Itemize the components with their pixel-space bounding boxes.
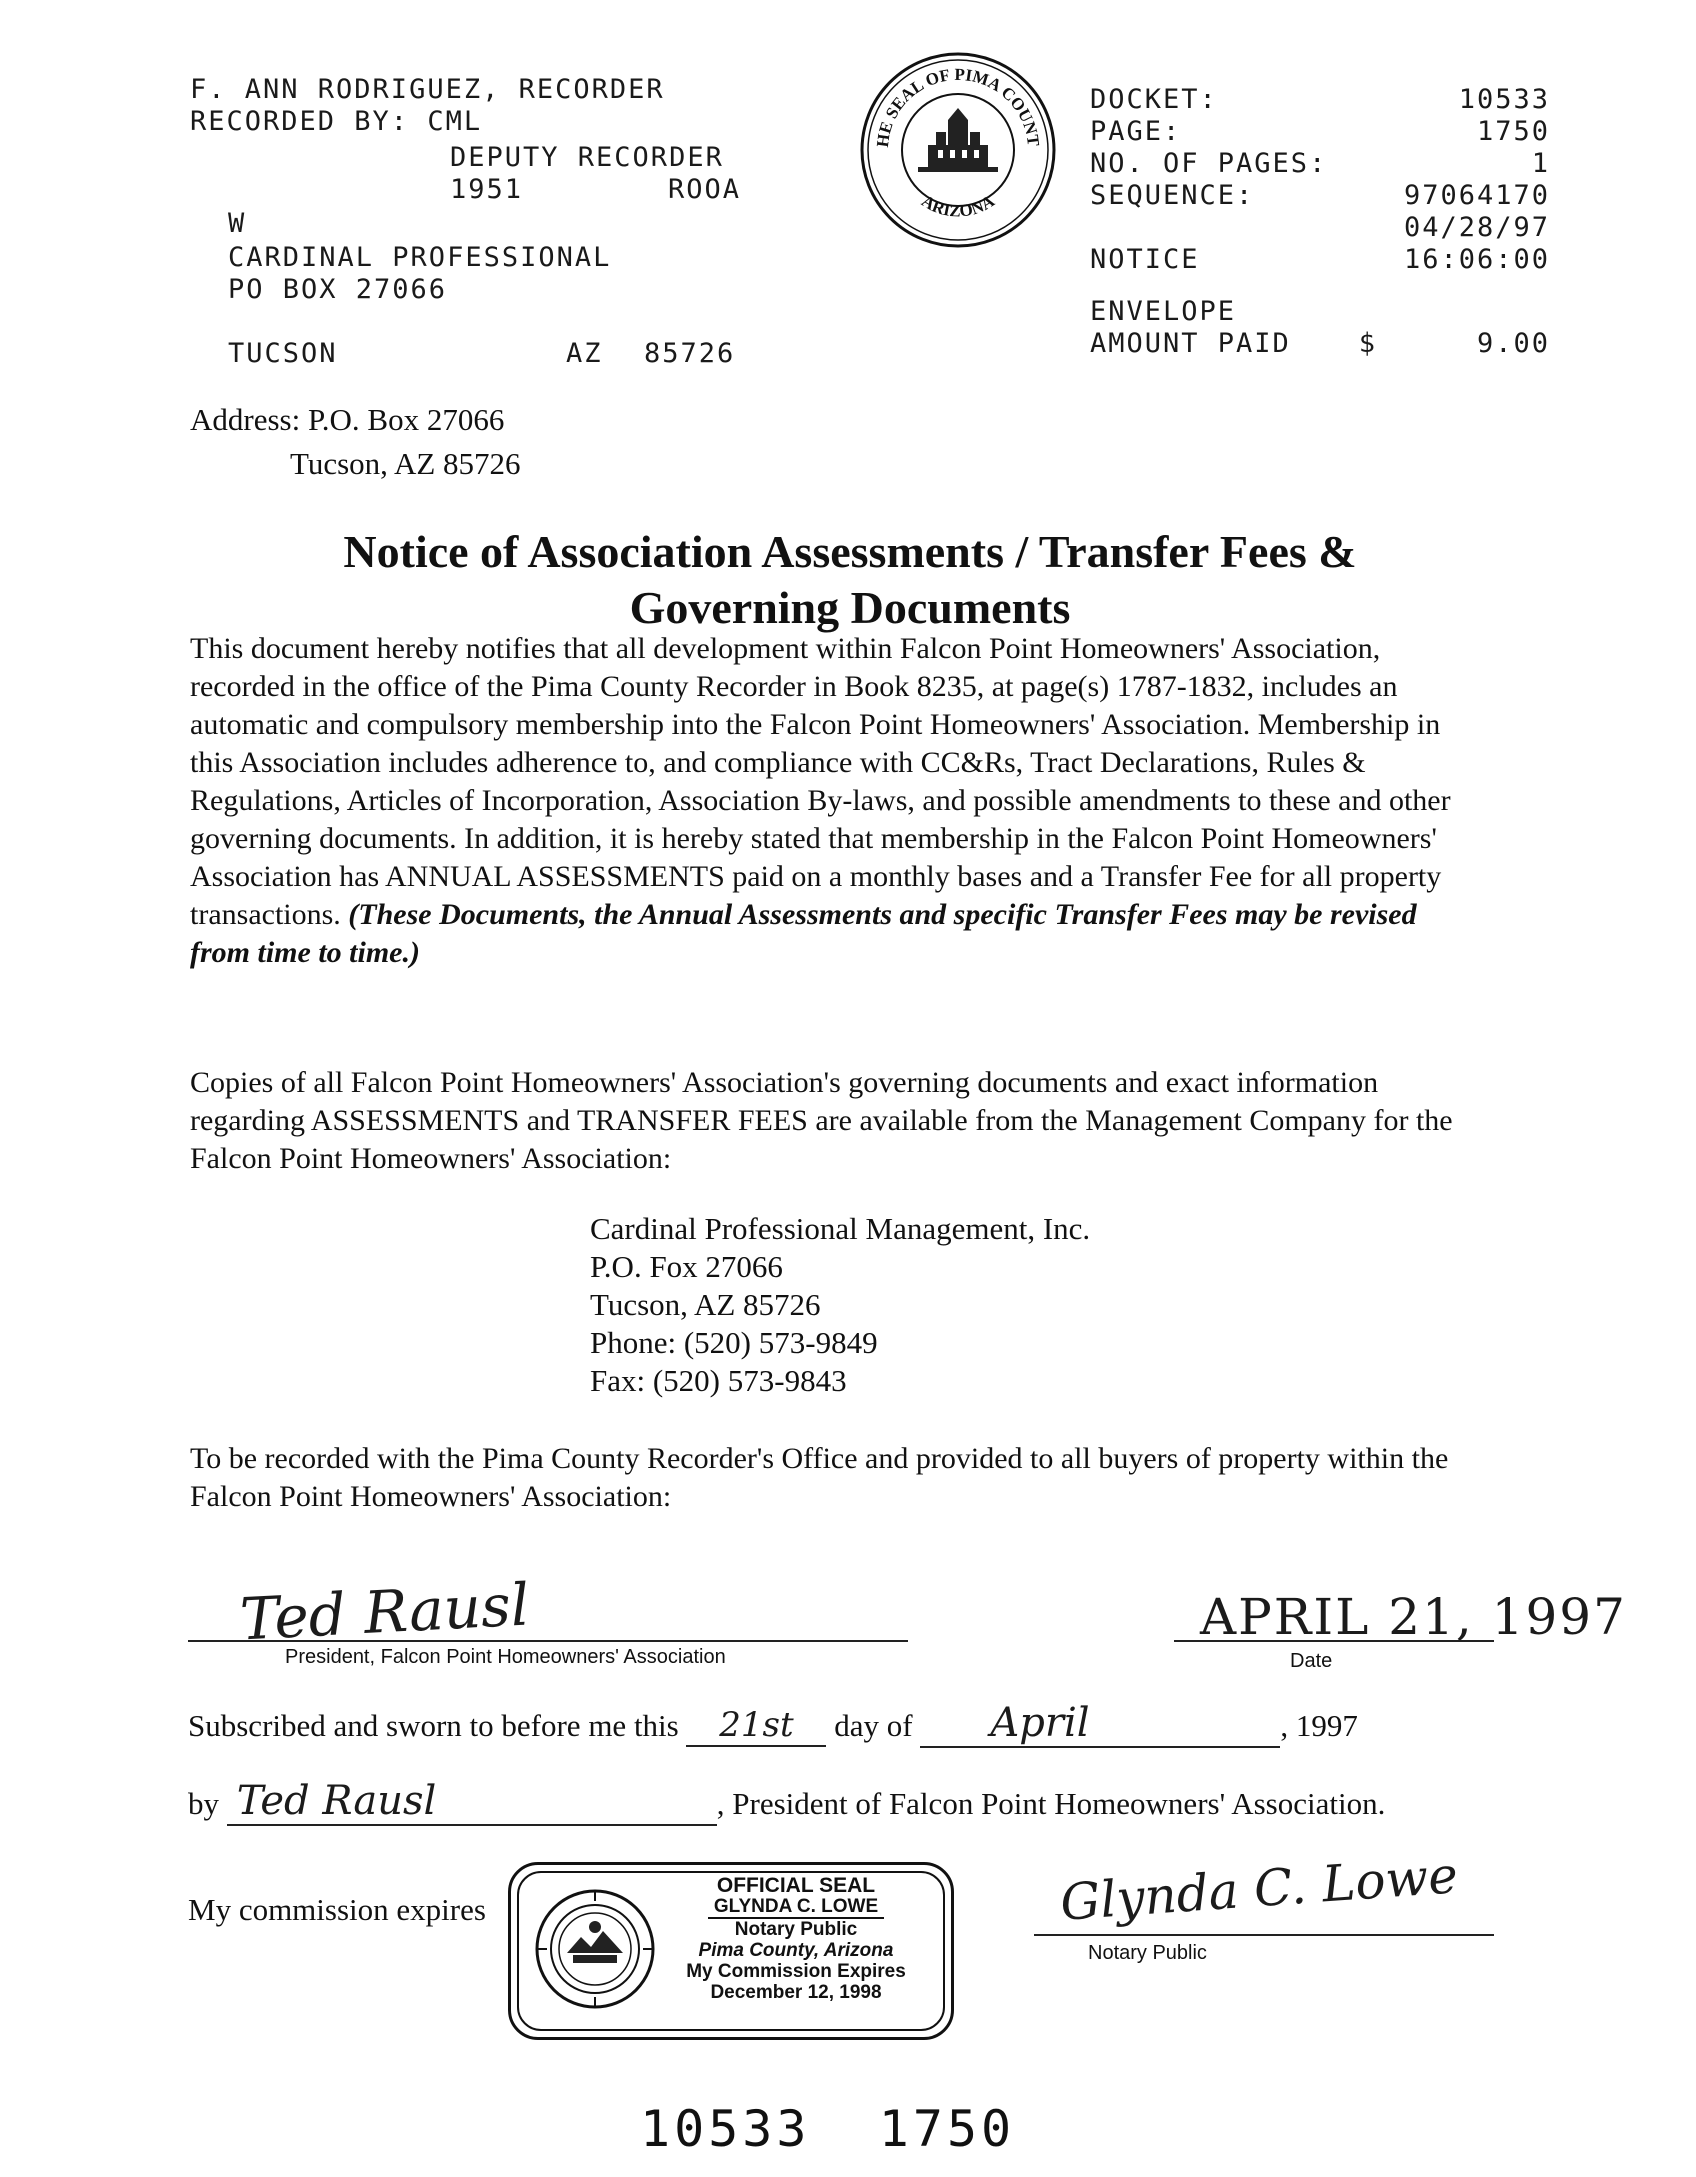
notary-official-seal xyxy=(508,1862,954,2040)
recorded-by: RECORDED BY: CML xyxy=(190,106,483,137)
signature-date: APRIL 21, 1997 xyxy=(1200,1588,1627,1646)
docket-row xyxy=(1090,84,1550,116)
copies-paragraph: Copies of all Falcon Point Homeowners' Association's governing documents and exact information regarding ASSESSMENTS and TRANSFER FEES are available from the Management Company for the Falcon Point Homeowners' Association: xyxy=(190,1066,1453,1175)
by-suffix: , President of Falcon Point Homeowners' Association. xyxy=(716,1786,1386,1821)
pages-label: NO. OF PAGES: xyxy=(1090,148,1328,179)
sworn-day: 21st xyxy=(719,1705,794,1745)
amount-label: AMOUNT PAID xyxy=(1090,328,1291,359)
envelope-label: ENVELOPE xyxy=(1090,296,1237,327)
title-line-2: Governing Documents xyxy=(629,582,1071,633)
sequence-row xyxy=(1090,180,1550,212)
pages-row xyxy=(1090,148,1550,180)
docket-label: DOCKET: xyxy=(1090,84,1218,115)
notice-paragraph xyxy=(190,630,1480,972)
seal-bottom-text: ARIZONA xyxy=(918,191,998,221)
recording-paragraph: To be recorded with the Pima County Recorder's Office and provided to all buyers of property within the Falcon Point Homeowners' Association: xyxy=(190,1442,1449,1513)
sequence-value: 97064170 xyxy=(1403,180,1550,211)
pages-value: 1 xyxy=(1531,148,1550,179)
notary-signature: Glynda C. Lowe xyxy=(1058,1846,1460,1932)
mgmt-fax: Fax: (520) 573-9843 xyxy=(590,1363,847,1398)
sworn-statement xyxy=(188,1700,1358,1748)
notary-stamp-text xyxy=(661,1875,931,2003)
addressee-zip: 85726 xyxy=(644,338,736,369)
addressee-pobox: PO BOX 27066 xyxy=(228,274,448,305)
president-caption: President, Falcon Point Homeowners' Association xyxy=(285,1646,726,1668)
notice-paragraph-emphasis: (These Documents, the Annual Assessments and specific Transfer Fees may be revised from time to time.) xyxy=(190,898,1417,969)
stamp-notary-public: Notary Public xyxy=(734,1919,858,1940)
date-caption: Date xyxy=(1290,1650,1333,1672)
recorder-code-2: ROOA xyxy=(668,174,742,205)
mgmt-city: Tucson, AZ 85726 xyxy=(590,1287,821,1322)
notice-row xyxy=(1090,244,1550,276)
mgmt-phone: Phone: (520) 573-9849 xyxy=(590,1325,878,1360)
pima-county-seal xyxy=(858,50,1058,250)
document-title xyxy=(180,524,1520,636)
envelope-row xyxy=(1090,296,1550,328)
deputy-recorder: DEPUTY RECORDER xyxy=(450,142,724,173)
seal-top-text: HE SEAL OF PIMA COUNT xyxy=(872,64,1044,149)
stamp-expires-label: My Commission Expires xyxy=(686,1961,906,1982)
docket-table xyxy=(1090,84,1550,360)
recorder-w: W xyxy=(228,208,247,239)
notary-caption: Notary Public xyxy=(1088,1942,1207,1964)
president-signature: Ted Rausl xyxy=(238,1570,531,1654)
mgmt-po: P.O. Fox 27066 xyxy=(590,1249,783,1284)
notary-signature-line xyxy=(1034,1934,1494,1936)
amount-row xyxy=(1090,328,1550,360)
stamp-notary-name: GLYNDA C. LOWE xyxy=(708,1896,884,1919)
page-row xyxy=(1090,116,1550,148)
sequence-label: SEQUENCE: xyxy=(1090,180,1255,211)
notice-paragraph-text: This document hereby notifies that all development within Falcon Point Homeowners' Association, recorded in the office of the Pima County Recorder in Book 8235, at page(s) 1787-1832, includes an automatic and compulsory membership into the Falcon Point Homeowners' Association. Membership in this Association includes adherence to, and compliance with CC&Rs, Tract Declarations, Rules & Regulations, Articles of Incorporation, Association By-laws, and possible amendments to these and other governing documents. In addition, it is hereby stated that membership in the Falcon Point Homeowners' Association has ANNUAL ASSESSMENTS paid on a monthly bases and a Transfer Fee for all property transactions. xyxy=(190,632,1451,931)
addressee-name: CARDINAL PROFESSIONAL xyxy=(228,242,612,273)
title-line-1: Notice of Association Assessments / Transfer Fees & xyxy=(343,526,1357,577)
by-name-signature: Ted Rausl xyxy=(236,1778,437,1824)
president-signature-line xyxy=(188,1640,908,1642)
stamp-official-seal: OFFICIAL SEAL xyxy=(716,1874,876,1897)
sworn-day-of: day of xyxy=(834,1708,913,1743)
recording-date: 04/28/97 xyxy=(1403,212,1550,243)
notice-label: NOTICE xyxy=(1090,244,1200,275)
state-seal-icon xyxy=(533,1887,657,2011)
footer-docket: 10533 xyxy=(640,2100,811,2158)
amount-value: 9.00 xyxy=(1476,328,1550,359)
page-label: PAGE: xyxy=(1090,116,1182,147)
date-row xyxy=(1090,212,1550,244)
footer-docket-page xyxy=(640,2100,1015,2158)
recording-time: 16:06:00 xyxy=(1403,244,1550,275)
addressee-state: AZ xyxy=(566,338,603,369)
address-line-2: Tucson, AZ 85726 xyxy=(290,446,521,481)
sworn-year: , 1997 xyxy=(1280,1708,1358,1743)
sworn-prefix: Subscribed and sworn to before me this xyxy=(188,1708,679,1743)
stamp-county: Pima County, Arizona xyxy=(698,1940,894,1961)
sworn-by-line xyxy=(188,1778,1385,1826)
mgmt-name: Cardinal Professional Management, Inc. xyxy=(590,1211,1091,1246)
return-address xyxy=(190,398,521,486)
addressee-city: TUCSON xyxy=(228,338,338,369)
by-label: by xyxy=(188,1786,219,1821)
address-label: Address: xyxy=(190,402,301,437)
stamp-expires-date: December 12, 1998 xyxy=(710,1982,882,2003)
docket-value: 10533 xyxy=(1458,84,1550,115)
address-line-1: P.O. Box 27066 xyxy=(307,402,505,437)
currency-symbol: $ xyxy=(1358,328,1377,359)
sworn-month: April xyxy=(990,1700,1090,1746)
recorder-code-1: 1951 xyxy=(450,174,524,205)
commission-expires: My commission expires xyxy=(188,1892,486,1927)
recorder-name: F. ANN RODRIGUEZ, RECORDER xyxy=(190,74,665,105)
footer-page: 1750 xyxy=(878,2100,1016,2158)
management-company xyxy=(590,1210,1090,1400)
date-line xyxy=(1174,1640,1494,1642)
page-value: 1750 xyxy=(1476,116,1550,147)
